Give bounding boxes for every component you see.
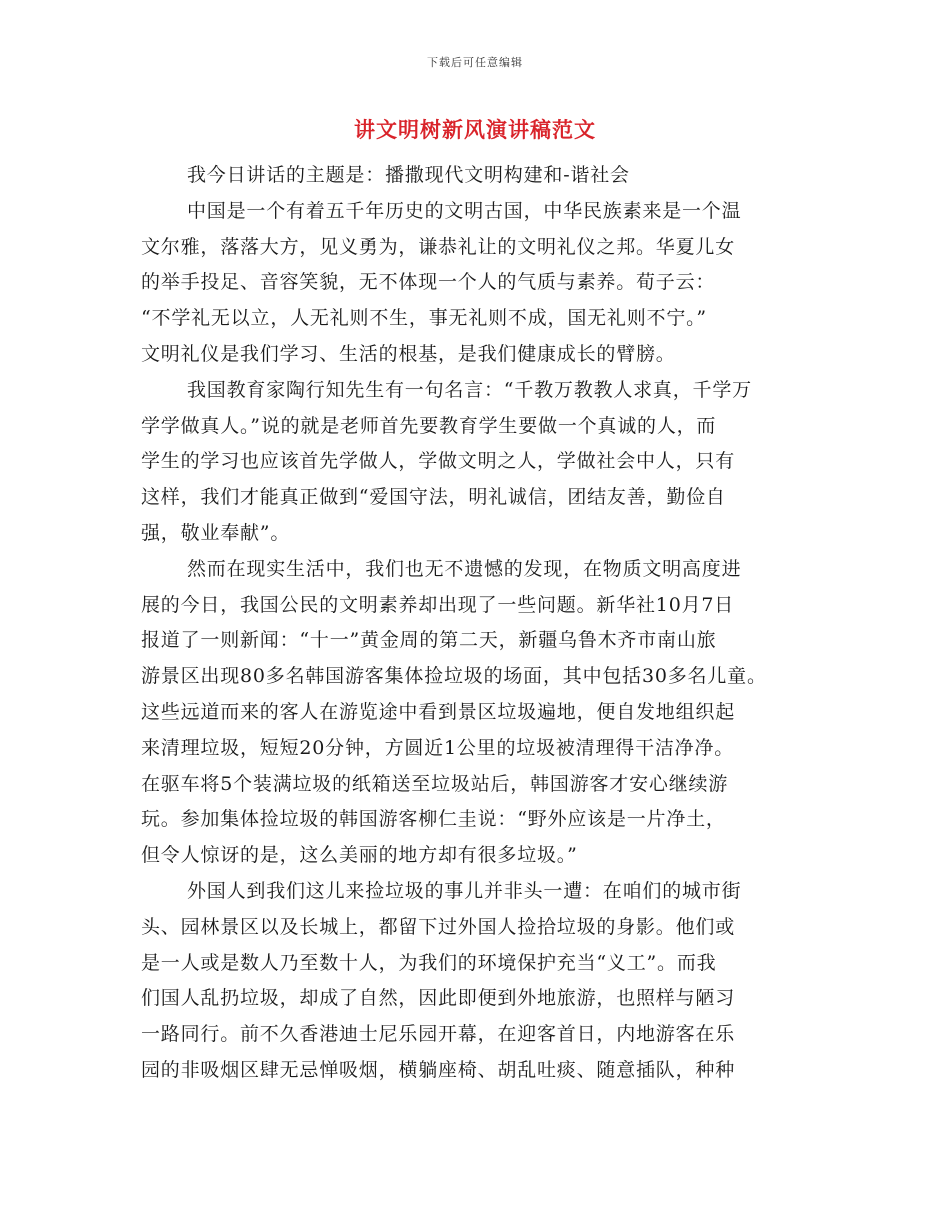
paragraph-line: 一路同行。前不久香港迪士尼乐园开幕，在迎客首日，内地游客在乐 — [141, 1023, 736, 1046]
paragraph-line: 的举手投足、音容笑貌，无不体现一个人的气质与素养。荀子云： — [141, 271, 716, 294]
paragraph-line: “不学礼无以立，人无礼则不生，事无礼则不成，国无礼则不宁。” — [141, 307, 707, 330]
paragraph-line: 头、园林景区以及长城上，都留下过外国人捡拾垃圾的身影。他们或 — [141, 915, 736, 938]
paragraph-line: 我今日讲话的主题是：播撒现代文明构建和-谐社会 — [187, 164, 630, 186]
paragraph-line: 是一人或是数人乃至数十人，为我们的环境保护充当“义工”。而我 — [141, 951, 717, 974]
paragraph-line: 外国人到我们这儿来捡垃圾的事儿并非头一遭：在咱们的城市街 — [187, 879, 742, 902]
paragraph-line: 强，敬业奉献”。 — [141, 521, 291, 544]
paragraph-line: 玩。参加集体捡垃圾的韩国游客柳仁圭说：“野外应该是一片净土， — [141, 808, 726, 831]
paragraph-line: 我国教育家陶行知先生有一句名言：“千教万教教人求真，千学万 — [187, 378, 752, 401]
paragraph-line: 中国是一个有着五千年历史的文明古国，中华民族素来是一个温 — [187, 199, 742, 222]
paragraph-line: 文尔雅，落落大方，见义勇为，谦恭礼让的文明礼仪之邦。华夏儿女 — [141, 235, 736, 258]
paragraph-line: 学生的学习也应该首先学做人，学做文明之人，学做社会中人，只有 — [141, 450, 736, 473]
page-header-note: 下载后可任意编辑 — [427, 56, 523, 69]
paragraph-line: 但令人惊讶的是，这么美丽的地方却有很多垃圾。” — [141, 844, 578, 867]
paragraph-line: 然而在现实生活中，我们也无不遗憾的发现，在物质文明高度进 — [187, 557, 742, 580]
document-body — [141, 158, 841, 1089]
paragraph-line: 这些远道而来的客人在游览途中看到景区垃圾遍地，便自发地组织起 — [141, 700, 736, 723]
paragraph-line: 游景区出现80多名韩国游客集体捡垃圾的场面，其中包括30多名儿童。 — [141, 665, 767, 688]
paragraph-line: 报道了一则新闻：“十一”黄金周的第二天，新疆乌鲁木齐市南山旅 — [141, 629, 717, 652]
paragraph-line: 园的非吸烟区肆无忌惮吸烟，横躺座椅、胡乱吐痰、随意插队，种种 — [141, 1058, 736, 1081]
paragraph-line: 展的今日，我国公民的文明素养却出现了一些问题。新华社10月7日 — [141, 593, 735, 616]
paragraph-line: 们国人乱扔垃圾，却成了自然，因此即便到外地旅游，也照样与陋习 — [141, 987, 736, 1010]
paragraph-line: 文明礼仪是我们学习、生活的根基，是我们健康成长的臂膀。 — [141, 342, 676, 365]
paragraph-line: 来清理垃圾，短短20分钟，方圆近1公里的垃圾被清理得干洁净净。 — [141, 736, 735, 759]
paragraph-line: 这样，我们才能真正做到“爱国守法，明礼诚信，团结友善，勤俭自 — [141, 486, 726, 509]
paragraph-line: 学学做真人。”说的就是老师首先要教育学生要做一个真诚的人，而 — [141, 414, 717, 437]
document-title: 讲文明树新风演讲稿范文 — [354, 117, 596, 142]
paragraph-line: 在驱车将5个装满垃圾的纸箱送至垃圾站后，韩国游客才安心继续游 — [141, 772, 729, 795]
